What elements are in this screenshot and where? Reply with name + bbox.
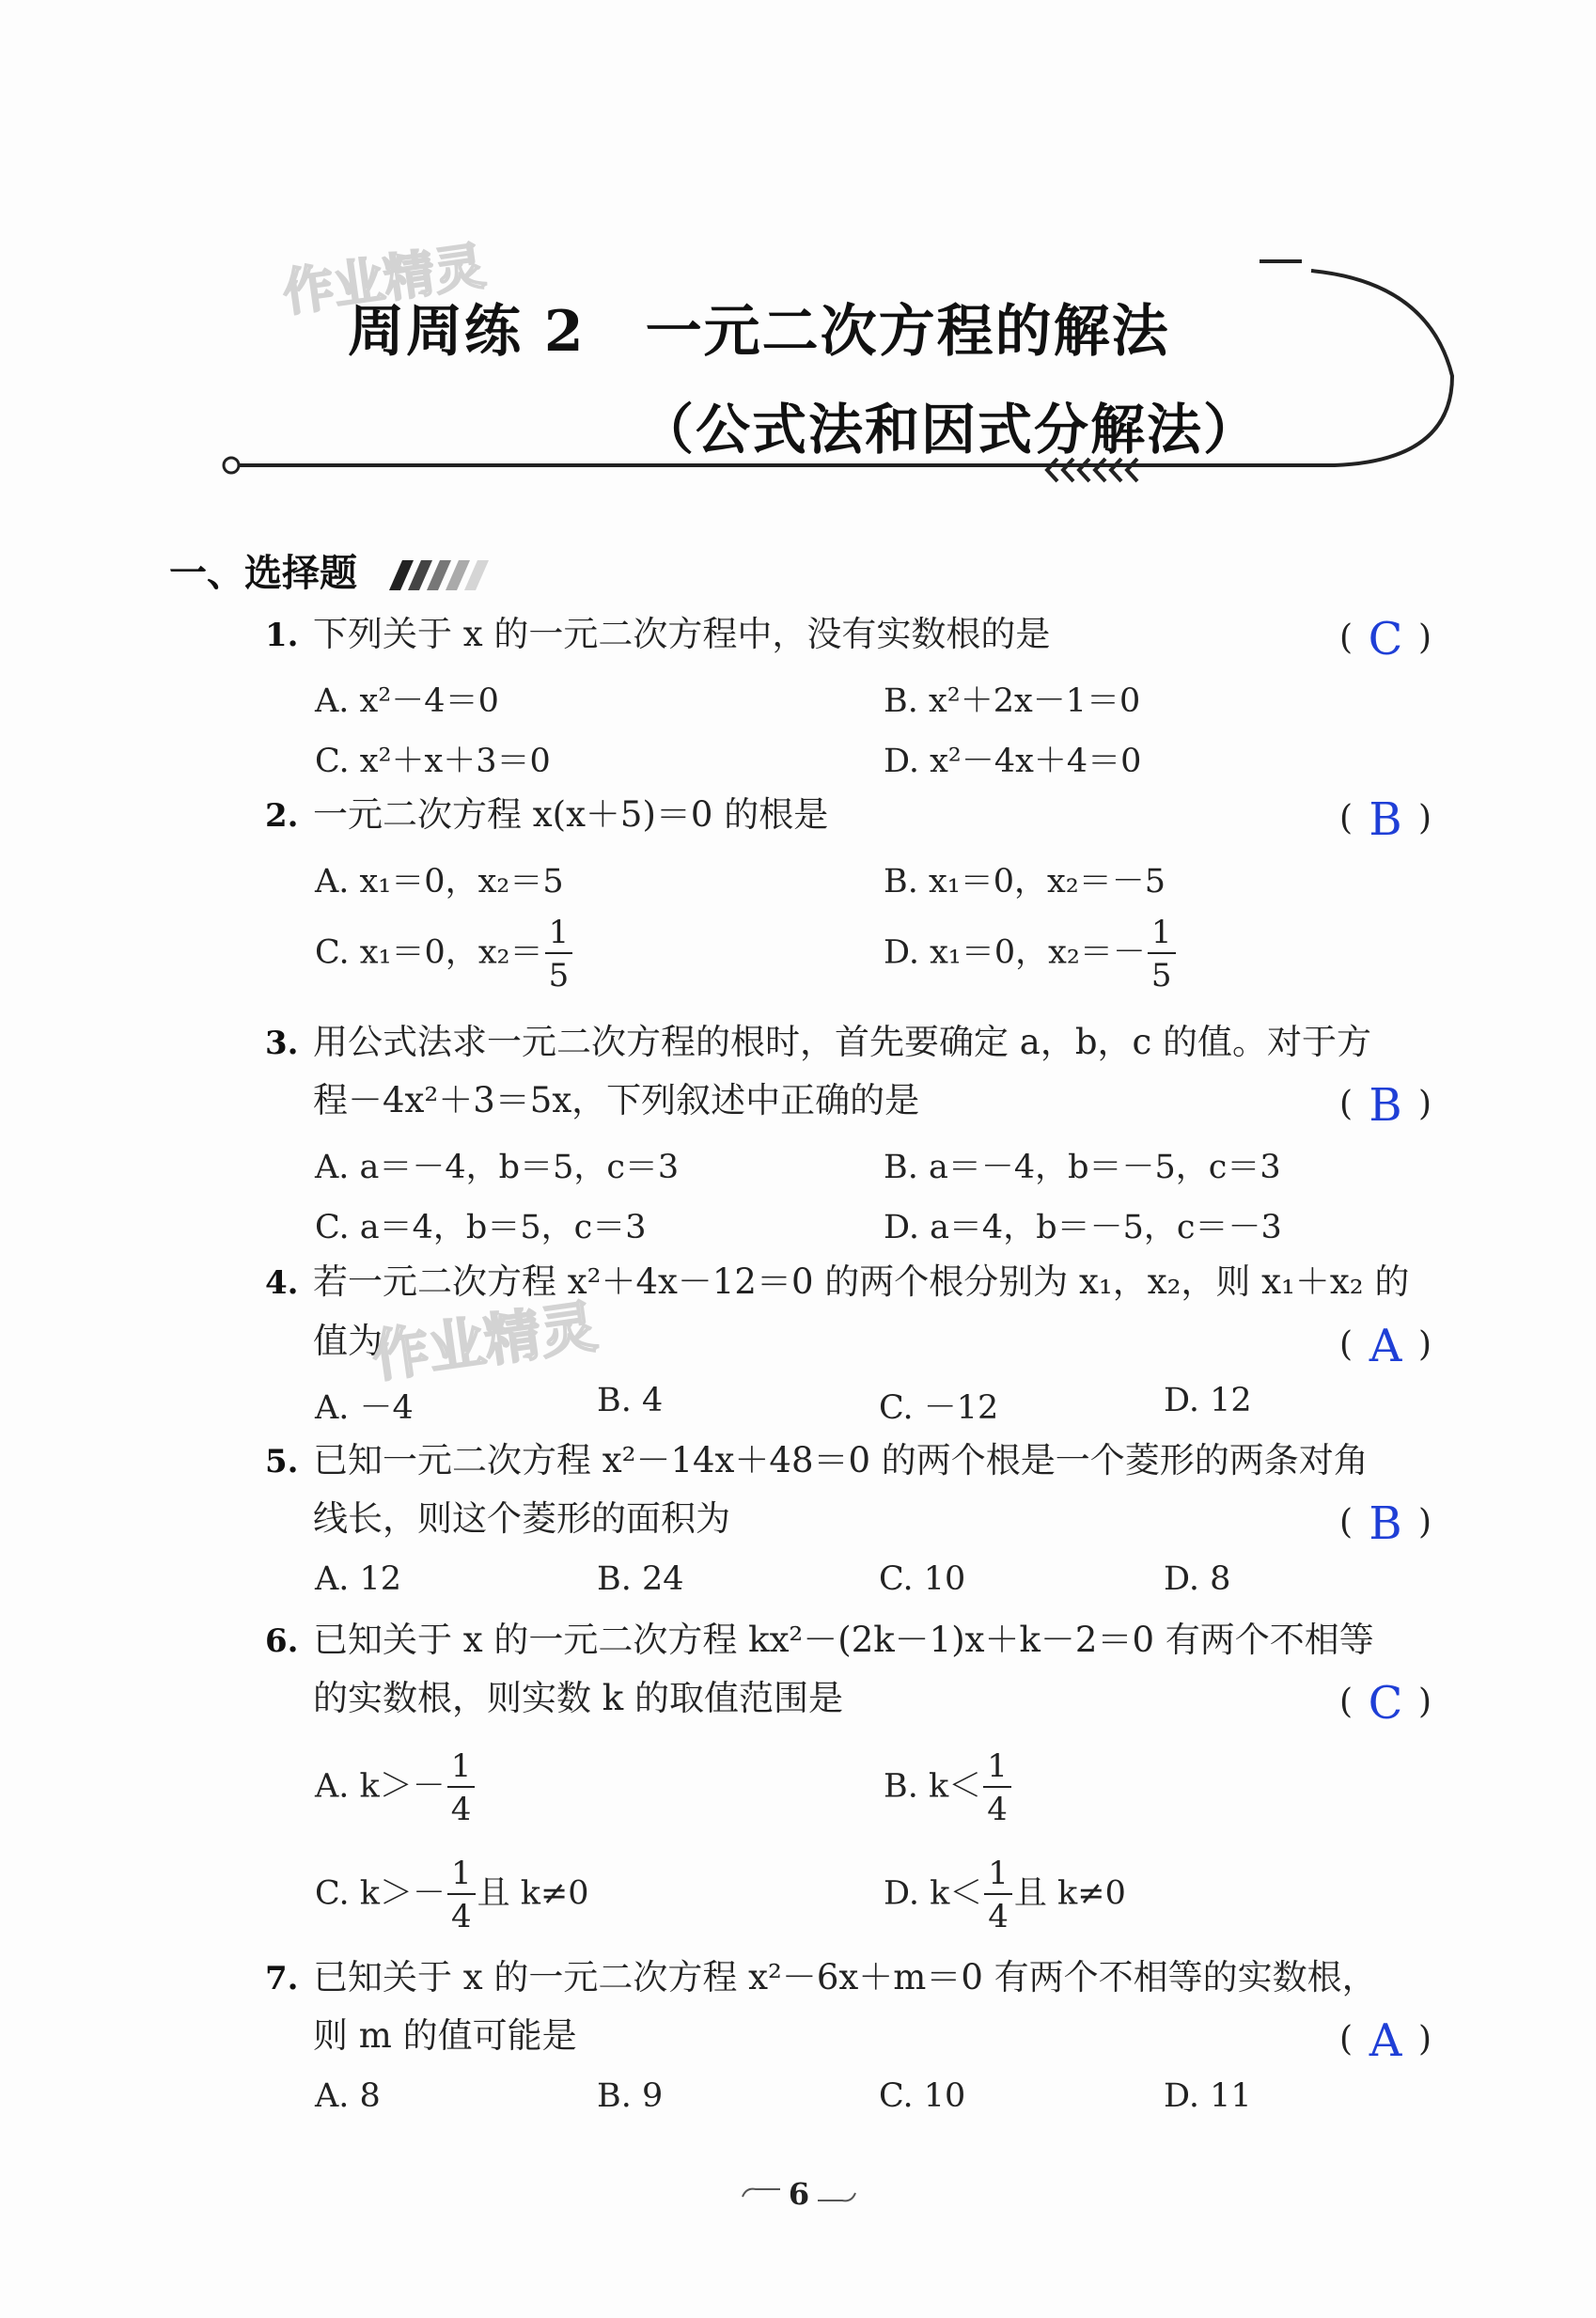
question-3-option-d: D. a＝4，b＝－5，c＝－3 bbox=[884, 1209, 1282, 1246]
question-5-stem-line-1: 已知一元二次方程 x²－14x＋48＝0 的两个根是一个菱形的两条对角 bbox=[313, 1440, 1369, 1480]
question-2-option-d bbox=[884, 914, 1178, 995]
question-4-answer: A bbox=[1369, 1320, 1402, 1372]
question-6-answer: C bbox=[1368, 1677, 1403, 1730]
fraction-numerator: 1 bbox=[447, 1857, 476, 1895]
question-1-number: 1. bbox=[265, 617, 299, 654]
section-label: 一、选择题 bbox=[169, 552, 357, 595]
fraction-denominator: 4 bbox=[987, 1791, 1008, 1828]
question-2-option-d-text: D. x₁＝0，x₂＝－ bbox=[884, 933, 1146, 972]
fraction-denominator: 5 bbox=[548, 957, 570, 995]
question-4-option-b: B. 4 bbox=[597, 1382, 664, 1419]
question-6-option-c-tail: 且 k≠0 bbox=[477, 1874, 589, 1913]
question-1-option-b: B. x²＋2x－1＝0 bbox=[884, 682, 1141, 720]
question-6-stem-line-2: 的实数根，则实数 k 的取值范围是 bbox=[313, 1678, 843, 1718]
question-6-option-a-text: A. k＞－ bbox=[315, 1767, 446, 1806]
question-2-answer: B bbox=[1369, 793, 1402, 846]
question-6-option-d bbox=[884, 1857, 1126, 1933]
question-2-answer-box: ( B ) bbox=[1339, 793, 1432, 846]
question-7-option-b: B. 9 bbox=[597, 2077, 664, 2115]
question-6-option-c-text: C. k＞－ bbox=[315, 1874, 446, 1913]
fraction-denominator: 4 bbox=[988, 1898, 1009, 1935]
question-4-option-d: D. 12 bbox=[1164, 1382, 1252, 1419]
question-7-number: 7. bbox=[265, 1960, 299, 1997]
fraction bbox=[447, 1747, 476, 1828]
question-5-option-a: A. 12 bbox=[315, 1560, 402, 1598]
question-7-answer: A bbox=[1369, 2014, 1402, 2067]
question-7-stem-line-2: 则 m 的值可能是 bbox=[313, 2015, 577, 2056]
question-4-option-c: C. －12 bbox=[879, 1389, 999, 1427]
question-4-number: 4. bbox=[265, 1264, 299, 1302]
fraction-numerator: 1 bbox=[1148, 916, 1176, 954]
question-6-option-d-text: D. k＜ bbox=[884, 1874, 983, 1913]
question-7-option-c: C. 10 bbox=[879, 2077, 966, 2115]
question-3-stem-line-1: 用公式法求一元二次方程的根时，首先要确定 a，b，c 的值。对于方 bbox=[313, 1022, 1371, 1062]
question-3-option-b: B. a＝－4，b＝－5，c＝3 bbox=[884, 1149, 1281, 1186]
question-4-option-a: A. －4 bbox=[315, 1389, 414, 1427]
question-4-answer-box: ( A ) bbox=[1339, 1320, 1432, 1372]
question-1-option-a: A. x²－4＝0 bbox=[315, 682, 499, 720]
question-3-answer: B bbox=[1369, 1079, 1402, 1132]
page-number: 6 bbox=[788, 2176, 810, 2212]
question-3-number: 3. bbox=[265, 1025, 299, 1062]
title-main: 一元二次方程的解法 bbox=[645, 299, 1170, 365]
fraction-numerator: 1 bbox=[983, 1750, 1011, 1788]
fraction bbox=[545, 914, 573, 995]
question-5-option-d: D. 8 bbox=[1164, 1560, 1231, 1598]
question-1-option-d: D. x²－4x＋4＝0 bbox=[884, 743, 1142, 780]
question-4-stem-line-2: 值为 bbox=[313, 1321, 383, 1361]
fraction-denominator: 5 bbox=[1150, 957, 1172, 995]
fraction bbox=[984, 1857, 1012, 1933]
question-6-option-c bbox=[315, 1857, 589, 1933]
question-5-stem-line-2: 线长，则这个菱形的面积为 bbox=[313, 1498, 730, 1539]
question-3-stem-line-2: 程－4x²＋3＝5x，下列叙述中正确的是 bbox=[313, 1080, 920, 1120]
question-6-option-d-tail: 且 k≠0 bbox=[1013, 1874, 1126, 1913]
question-7-stem-line-1: 已知关于 x 的一元二次方程 x²－6x＋m＝0 有两个不相等的实数根， bbox=[313, 1957, 1377, 1997]
fraction bbox=[983, 1747, 1011, 1828]
fraction-denominator: 4 bbox=[451, 1898, 472, 1935]
question-6-option-b bbox=[884, 1747, 1013, 1828]
question-1-answer-box: ( C ) bbox=[1339, 613, 1432, 666]
question-2-number: 2. bbox=[265, 797, 299, 835]
fraction-numerator: 1 bbox=[447, 1750, 476, 1788]
stripes-icon bbox=[380, 556, 493, 594]
watermark-top: 作业精灵 bbox=[279, 236, 489, 323]
fraction bbox=[1148, 914, 1176, 995]
question-7-answer-box: ( A ) bbox=[1339, 2014, 1432, 2067]
section-heading bbox=[169, 543, 493, 597]
question-1-option-c: C. x²＋x＋3＝0 bbox=[315, 743, 551, 780]
question-6-option-b-text: B. k＜ bbox=[884, 1767, 982, 1806]
question-2-option-c bbox=[315, 914, 574, 995]
watermark-middle: 作业精灵 bbox=[368, 1293, 602, 1391]
fraction-numerator: 1 bbox=[984, 1857, 1012, 1895]
question-7-option-d: D. 11 bbox=[1164, 2077, 1252, 2115]
page-title bbox=[348, 287, 1170, 368]
page-subtitle: （公式法和因式分解法） bbox=[639, 398, 1260, 462]
question-7-option-a: A. 8 bbox=[315, 2077, 381, 2115]
question-2-stem: 一元二次方程 x(x＋5)＝0 的根是 bbox=[313, 794, 829, 835]
question-5-option-c: C. 10 bbox=[879, 1560, 966, 1598]
question-3-option-a: A. a＝－4，b＝5，c＝3 bbox=[315, 1149, 680, 1186]
question-3-option-c: C. a＝4，b＝5，c＝3 bbox=[315, 1209, 647, 1246]
question-1-stem: 下列关于 x 的一元二次方程中，没有实数根的是 bbox=[313, 614, 1051, 654]
fraction-numerator: 1 bbox=[545, 916, 573, 954]
question-5-number: 5. bbox=[265, 1443, 299, 1480]
question-6-number: 6. bbox=[265, 1622, 299, 1660]
question-6-stem-line-1: 已知关于 x 的一元二次方程 kx²－(2k－1)x＋k－2＝0 有两个不相等 bbox=[313, 1620, 1374, 1660]
question-2-option-c-text: C. x₁＝0，x₂＝ bbox=[315, 933, 543, 972]
question-3-answer-box: ( B ) bbox=[1339, 1079, 1432, 1132]
question-5-option-b: B. 24 bbox=[597, 1560, 684, 1598]
question-2-option-b: B. x₁＝0，x₂＝－5 bbox=[884, 863, 1166, 901]
fraction bbox=[447, 1857, 476, 1933]
question-1-answer: C bbox=[1368, 613, 1403, 666]
question-5-answer-box: ( B ) bbox=[1339, 1497, 1432, 1550]
question-4-stem-line-1: 若一元二次方程 x²＋4x－12＝0 的两个根分别为 x₁，x₂，则 x₁＋x₂ 的 bbox=[313, 1261, 1410, 1302]
question-5-answer: B bbox=[1369, 1497, 1402, 1550]
question-6-answer-box: ( C ) bbox=[1339, 1677, 1432, 1730]
fraction-denominator: 4 bbox=[450, 1791, 472, 1828]
title-series: 周周练 2 bbox=[348, 299, 586, 365]
question-6-option-a bbox=[315, 1747, 477, 1828]
question-2-option-a: A. x₁＝0，x₂＝5 bbox=[315, 863, 564, 901]
